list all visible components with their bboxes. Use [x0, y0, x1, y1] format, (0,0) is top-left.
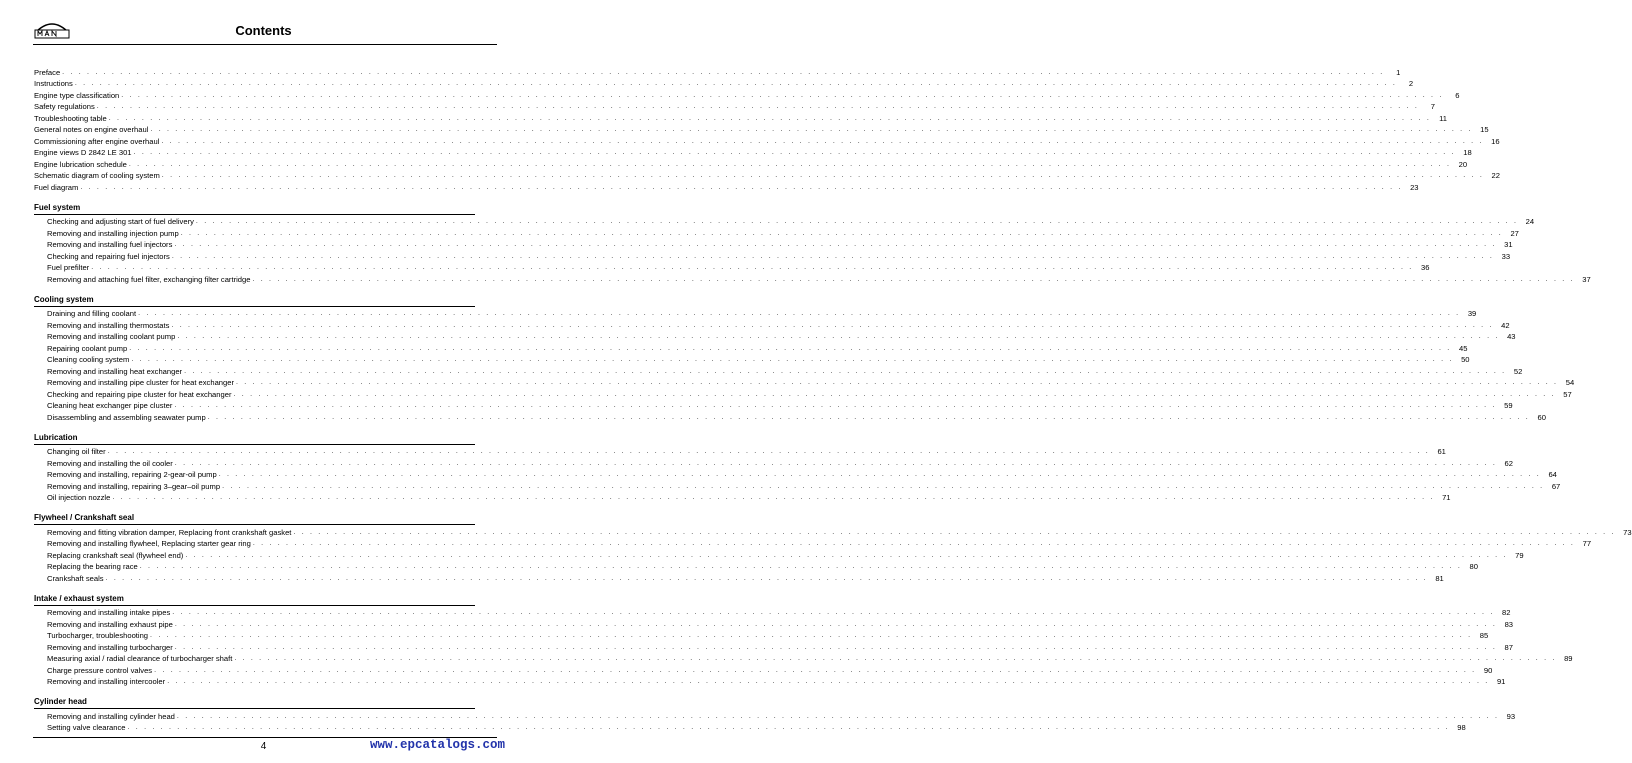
toc-entry-title: Checking and repairing pipe cluster for heat exchanger: [47, 389, 232, 399]
toc-entry[interactable]: [34, 330, 1516, 342]
dot-leader: . . . . . . . . . . . . . . . . . . . . . . . . . . . . . . . . . . . . . . . . . . . . . . . . . . . . . . . . . . . . . . . . . . . . . . . . . . . . . . . . . . . . . . . . . . . . . . . . . . . . . . . . . . . . . . . . . . . . . . . . . . . . . . . . . . . . . . . . . . . . . . . . . . . . . . . . . . . . . . . .: [91, 264, 1414, 271]
dot-leader: . . . . . . . . . . . . . . . . . . . . . . . . . . . . . . . . . . . . . . . . . . . . . . . . . . . . . . . . . . . . . . . . . . . . . . . . . . . . . . . . . . . . . . . . . . . . . . . . . . . . . . . . . . . . . . . . . . . . . . . . . . . . . . . . . . . . . . . . . . . . . . . . . . . . . . . . . . . . . . . .: [96, 103, 1419, 110]
dot-leader: . . . . . . . . . . . . . . . . . . . . . . . . . . . . . . . . . . . . . . . . . . . . . . . . . . . . . . . . . . . . . . . . . . . . . . . . . . . . . . . . . . . . . . . . . . . . . . . . . . . . . . . . . . . . . . . . . . . . . . . . . . . . . . . . . . . . . . . . . . . . . . . . . . . . . . . . . . . . . . . .: [131, 356, 1454, 363]
dot-leader: . . . . . . . . . . . . . . . . . . . . . . . . . . . . . . . . . . . . . . . . . . . . . . . . . . . . . . . . . . . . . . . . . . . . . . . . . . . . . . . . . . . . . . . . . . . . . . . . . . . . . . . . . . . . . . . . . . . . . . . . . . . . . . . . . . . . . . . . . . . . . . . . . . . . . . . . . . . . . . . .: [174, 241, 1497, 248]
toc-entry-title: Repairing coolant pump: [47, 343, 128, 353]
toc-entry-title: Charge pressure control valves: [47, 665, 153, 675]
dot-leader: . . . . . . . . . . . . . . . . . . . . . . . . . . . . . . . . . . . . . . . . . . . . . . . . . . . . . . . . . . . . . . . . . . . . . . . . . . . . . . . . . . . . . . . . . . . . . . . . . . . . . . . . . . . . . . . . . . . . . . . . . . . . . . . . . . . . . . . . . . . . . . . . . . . . . . . . . . . . . . . .: [128, 160, 1452, 168]
toc-entry[interactable]: [34, 261, 1430, 273]
toc-entry-title: Removing and installing coolant pump: [47, 332, 176, 341]
toc-entry-title: Removing and installing the oil cooler: [47, 458, 173, 468]
toc-entry-page: 71: [1442, 493, 1451, 502]
toc-entry[interactable]: [34, 215, 1535, 227]
toc-entry-title: Disassembling and assembling seawater pump: [47, 412, 206, 422]
dot-leader: . . . . . . . . . . . . . . . . . . . . . . . . . . . . . . . . . . . . . . . . . . . . . . . . . . . . . . . . . . . . . . . . . . . . . . . . . . . . . . . . . . . . . . . . . . . . . . . . . . . . . . . . . . . . . . . . . . . . . . . . . . . . . . . . . . . . . . . . . . . . . . . . . . . . . . . . . . . . . . . .: [139, 563, 1462, 570]
dot-leader: . . . . . . . . . . . . . . . . . . . . . . . . . . . . . . . . . . . . . . . . . . . . . . . . . . . . . . . . . . . . . . . . . . . . . . . . . . . . . . . . . . . . . . . . . . . . . . . . . . . . . . . . . . . . . . . . . . . . . . . . . . . . . . . . . . . . . . . . . . . . . . . . . . . . . . . . . . . . . . . .: [138, 310, 1461, 317]
toc-entry-page: 33: [1501, 251, 1511, 261]
dot-leader: . . . . . . . . . . . . . . . . . . . . . . . . . . . . . . . . . . . . . . . . . . . . . . . . . . . . . . . . . . . . . . . . . . . . . . . . . . . . . . . . . . . . . . . . . . . . . . . . . . . . . . . . . . . . . . . . . . . . . . . . . . . . . . . . . . . . . . . . . . . . . . . . . . . . . . . . . . . . . . . .: [171, 252, 1495, 260]
section-entries: [34, 605, 1573, 687]
toc-entry[interactable]: [34, 77, 1414, 89]
section-heading: Intake / exhaust system: [34, 593, 124, 603]
toc-entry-title: Commissioning after engine overhaul: [34, 136, 160, 146]
toc-entry-title: Removing and installing heat exchanger: [47, 366, 183, 376]
toc-entry-title: Troubleshooting table: [34, 113, 107, 123]
toc-entry[interactable]: [34, 364, 1523, 376]
toc-entry-title: Removing and installing exhaust pipe: [47, 619, 173, 629]
toc-entry-title: Removing and installing flywheel, Replacing starter gear ring: [47, 539, 251, 548]
toc-entry-title: Cleaning cooling system: [47, 355, 130, 364]
toc-entry-page: 91: [1496, 677, 1506, 686]
toc-entry-page: 11: [1439, 113, 1447, 123]
toc-intro-list: [34, 65, 1500, 192]
toc-entry-page: 57: [1563, 389, 1572, 399]
toc-entry-page: 1: [1396, 67, 1401, 77]
toc-entry[interactable]: [34, 445, 1446, 457]
toc-entry-page: 87: [1504, 642, 1513, 652]
toc-entry-title: Removing and installing cylinder head: [47, 711, 175, 721]
dot-leader: . . . . . . . . . . . . . . . . . . . . . . . . . . . . . . . . . . . . . . . . . . . . . . . . . . . . . . . . . . . . . . . . . . . . . . . . . . . . . . . . . . . . . . . . . . . . . . . . . . . . . . . . . . . . . . . . . . . . . . . . . . . . . . . . . . . . . . . . . . . . . . . . . . . . . . . . . . . . . . . .: [172, 609, 1495, 616]
toc-entry-title: Fuel prefilter: [47, 263, 90, 272]
table-of-contents: [34, 65, 1632, 732]
dot-leader: . . . . . . . . . . . . . . . . . . . . . . . . . . . . . . . . . . . . . . . . . . . . . . . . . . . . . . . . . . . . . . . . . . . . . . . . . . . . . . . . . . . . . . . . . . . . . . . . . . . . . . . . . . . . . . . . . . . . . . . . . . . . . . . . . . . . . . . . . . . . . . . . . . . . . . . . . . . . . . . .: [107, 448, 1430, 455]
toc-entry-title: Removing and installing pipe cluster for heat exchanger: [47, 378, 234, 387]
toc-entry[interactable]: [34, 537, 1592, 549]
toc-entry-page: 77: [1582, 539, 1592, 548]
toc-entry[interactable]: [34, 341, 1468, 353]
watermark-link[interactable]: www.epcatalogs.com: [369, 738, 505, 752]
toc-entry-page: 79: [1515, 550, 1524, 560]
toc-section: [34, 294, 1575, 422]
toc-entry[interactable]: [34, 353, 1470, 365]
toc-entry[interactable]: [34, 180, 1419, 192]
toc-entry-page: 90: [1483, 665, 1493, 675]
dot-leader: . . . . . . . . . . . . . . . . . . . . . . . . . . . . . . . . . . . . . . . . . . . . . . . . . . . . . . . . . . . . . . . . . . . . . . . . . . . . . . . . . . . . . . . . . . . . . . . . . . . . . . . . . . . . . . . . . . . . . . . . . . . . . . . . . . . . . . . . . . . . . . . . . . . . . . . . . . . . . . . .: [185, 551, 1508, 559]
toc-entry-title: Instructions: [34, 79, 73, 88]
toc-entry-page: 60: [1537, 412, 1546, 422]
toc-entry-page: 20: [1458, 159, 1468, 169]
toc-entry-title: Fuel diagram: [34, 182, 79, 192]
page-title: Contents: [235, 23, 292, 38]
toc-entry-page: 54: [1565, 378, 1575, 387]
toc-entry-title: Draining and filling coolant: [47, 309, 137, 318]
toc-entry-title: Oil injection nozzle: [47, 493, 111, 502]
toc-entry[interactable]: [34, 238, 1513, 250]
section-heading: Lubrication: [34, 432, 78, 442]
toc-entry-page: 6: [1455, 90, 1460, 100]
toc-entry-title: Preface: [34, 67, 61, 77]
toc-entry[interactable]: [34, 157, 1468, 169]
toc-entry[interactable]: [34, 721, 1466, 733]
section-entries: [34, 444, 1561, 503]
dot-leader: . . . . . . . . . . . . . . . . . . . . . . . . . . . . . . . . . . . . . . . . . . . . . . . . . . . . . . . . . . . . . . . . . . . . . . . . . . . . . . . . . . . . . . . . . . . . . . . . . . . . . . . . . . . . . . . . . . . . . . . . . . . . . . . . . . . . . . . . . . . . . . . . . . . . . . . . . . . . . . . .: [234, 655, 1557, 662]
dot-leader: . . . . . . . . . . . . . . . . . . . . . . . . . . . . . . . . . . . . . . . . . . . . . . . . . . . . . . . . . . . . . . . . . . . . . . . . . . . . . . . . . . . . . . . . . . . . . . . . . . . . . . . . . . . . . . . . . . . . . . . . . . . . . . . . . . . . . . . . . . . . . . . . . . . . . . . . . . . . . . . .: [233, 390, 1556, 398]
header-rule: [33, 44, 497, 45]
toc-entry[interactable]: [34, 479, 1561, 491]
toc-entry-page: 52: [1513, 366, 1523, 376]
toc-entry-page: 39: [1467, 309, 1477, 318]
toc-entry-page: 22: [1491, 171, 1500, 180]
section-heading: Cylinder head: [34, 697, 87, 706]
toc-entry-page: 15: [1480, 125, 1489, 134]
toc-entry-title: Crankshaft seals: [47, 573, 104, 583]
toc-entry[interactable]: [34, 663, 1493, 675]
dot-leader: . . . . . . . . . . . . . . . . . . . . . . . . . . . . . . . . . . . . . . . . . . . . . . . . . . . . . . . . . . . . . . . . . . . . . . . . . . . . . . . . . . . . . . . . . . . . . . . . . . . . . . . . . . . . . . . . . . . . . . . . . . . . . . . . . . . . . . . . . . . . . . . . . . . . . . . . . . . . . . . .: [174, 620, 1498, 628]
toc-sections: [34, 202, 1632, 733]
toc-entry-title: Removing and installing thermostats: [47, 320, 170, 330]
toc-entry-title: Schematic diagram of cooling system: [34, 171, 160, 180]
toc-entry-page: 42: [1501, 320, 1510, 330]
toc-entry-page: 64: [1548, 470, 1557, 479]
toc-entry[interactable]: [34, 146, 1472, 158]
toc-entry[interactable]: [34, 491, 1451, 503]
toc-entry-title: Safety regulations: [34, 102, 95, 111]
toc-entry[interactable]: [34, 307, 1477, 319]
toc-entry-page: 27: [1510, 228, 1519, 238]
toc-entry-title: Removing and fitting vibration damper, Replacing front crankshaft gasket: [47, 527, 292, 537]
dot-leader: . . . . . . . . . . . . . . . . . . . . . . . . . . . . . . . . . . . . . . . . . . . . . . . . . . . . . . . . . . . . . . . . . . . . . . . . . . . . . . . . . . . . . . . . . . . . . . . . . . . . . . . . . . . . . . . . . . . . . . . . . . . . . . . . . . . . . . . . . . . . . . . . . . . . . . . . . . . . . . . .: [112, 494, 1435, 501]
toc-entry-title: Engine lubrication schedule: [34, 159, 127, 169]
toc-entry-page: 18: [1463, 148, 1472, 157]
section-entries: [34, 214, 1591, 284]
dot-leader: . . . . . . . . . . . . . . . . . . . . . . . . . . . . . . . . . . . . . . . . . . . . . . . . . . . . . . . . . . . . . . . . . . . . . . . . . . . . . . . . . . . . . . . . . . . . . . . . . . . . . . . . . . . . . . . . . . . . . . . . . . . . . . . . . . . . . . . . . . . . . . . . . . . . . . . . . . . . . . . .: [195, 218, 1519, 225]
toc-section: [34, 432, 1561, 503]
dot-leader: . . . . . . . . . . . . . . . . . . . . . . . . . . . . . . . . . . . . . . . . . . . . . . . . . . . . . . . . . . . . . . . . . . . . . . . . . . . . . . . . . . . . . . . . . . . . . . . . . . . . . . . . . . . . . . . . . . . . . . . . . . . . . . . . . . . . . . . . . . . . . . . . . . . . . . . . . . . . . . . .: [80, 183, 1403, 191]
dot-leader: . . . . . . . . . . . . . . . . . . . . . . . . . . . . . . . . . . . . . . . . . . . . . . . . . . . . . . . . . . . . . . . . . . . . . . . . . . . . . . . . . . . . . . . . . . . . . . . . . . . . . . . . . . . . . . . . . . . . . . . . . . . . . . . . . . . . . . . . . . . . . . . . . . . . . . . . . . . . . . . .: [207, 413, 1530, 421]
toc-entry-page: 98: [1457, 723, 1466, 732]
toc-entry-title: Replacing the bearing race: [47, 562, 138, 571]
dot-leader: . . . . . . . . . . . . . . . . . . . . . . . . . . . . . . . . . . . . . . . . . . . . . . . . . . . . . . . . . . . . . . . . . . . . . . . . . . . . . . . . . . . . . . . . . . . . . . . . . . . . . . . . . . . . . . . . . . . . . . . . . . . . . . . . . . . . . . . . . . . . . . . . . . . . . . . . . . . . . . . .: [174, 459, 1497, 467]
dot-leader: . . . . . . . . . . . . . . . . . . . . . . . . . . . . . . . . . . . . . . . . . . . . . . . . . . . . . . . . . . . . . . . . . . . . . . . . . . . . . . . . . . . . . . . . . . . . . . . . . . . . . . . . . . . . . . . . . . . . . . . . . . . . . . . . . . . . . . . . . . . . . . . . . . . . . . . . . . . . . . . .: [171, 321, 1494, 329]
toc-entry-page: 16: [1491, 136, 1500, 146]
section-heading: Flywheel / Crankshaft seal: [34, 513, 135, 522]
dot-leader: . . . . . . . . . . . . . . . . . . . . . . . . . . . . . . . . . . . . . . . . . . . . . . . . . . . . . . . . . . . . . . . . . . . . . . . . . . . . . . . . . . . . . . . . . . . . . . . . . . . . . . . . . . . . . . . . . . . . . . . . . . . . . . . . . . . . . . . . . . . . . . . . . . . . . . . . . . . . . . . .: [161, 172, 1484, 179]
dot-leader: . . . . . . . . . . . . . . . . . . . . . . . . . . . . . . . . . . . . . . . . . . . . . . . . . . . . . . . . . . . . . . . . . . . . . . . . . . . . . . . . . . . . . . . . . . . . . . . . . . . . . . . . . . . . . . . . . . . . . . . . . . . . . . . . . . . . . . . . . . . . . . . . . . . . . . . . . . . . . . . .: [167, 678, 1490, 685]
toc-entry-page: 81: [1435, 573, 1444, 583]
dot-leader: . . . . . . . . . . . . . . . . . . . . . . . . . . . . . . . . . . . . . . . . . . . . . . . . . . . . . . . . . . . . . . . . . . . . . . . . . . . . . . . . . . . . . . . . . . . . . . . . . . . . . . . . . . . . . . . . . . . . . . . . . . . . . . . . . . . . . . . . . . . . . . . . . . . . . . . . . . . . . . . .: [174, 643, 1497, 651]
toc-entry-page: 7: [1430, 102, 1435, 111]
toc-entry-page: 36: [1420, 263, 1430, 272]
section-heading: Fuel system: [34, 202, 81, 212]
toc-entry[interactable]: [34, 560, 1478, 572]
toc-entry-title: General notes on engine overhaul: [34, 125, 149, 134]
toc-entry-page: 73: [1623, 527, 1632, 537]
toc-entry-title: Checking and repairing fuel injectors: [47, 251, 170, 261]
dot-leader: . . . . . . . . . . . . . . . . . . . . . . . . . . . . . . . . . . . . . . . . . . . . . . . . . . . . . . . . . . . . . . . . . . . . . . . . . . . . . . . . . . . . . . . . . . . . . . . . . . . . . . . . . . . . . . . . . . . . . . . . . . . . . . . . . . . . . . . . . . . . . . . . . . . . . . . . . . . . . . . .: [133, 149, 1456, 156]
toc-entry[interactable]: [34, 640, 1513, 652]
dot-leader: . . . . . . . . . . . . . . . . . . . . . . . . . . . . . . . . . . . . . . . . . . . . . . . . . . . . . . . . . . . . . . . . . . . . . . . . . . . . . . . . . . . . . . . . . . . . . . . . . . . . . . . . . . . . . . . . . . . . . . . . . . . . . . . . . . . . . . . . . . . . . . . . . . . . . . . . . . . . . . . .: [161, 137, 1484, 145]
toc-entry-page: 43: [1507, 332, 1516, 341]
dot-leader: . . . . . . . . . . . . . . . . . . . . . . . . . . . . . . . . . . . . . . . . . . . . . . . . . . . . . . . . . . . . . . . . . . . . . . . . . . . . . . . . . . . . . . . . . . . . . . . . . . . . . . . . . . . . . . . . . . . . . . . . . . . . . . . . . . . . . . . . . . . . . . . . . . . . . . . . . . . . . . . .: [121, 91, 1444, 99]
toc-entry-page: 89: [1564, 654, 1573, 663]
toc-entry-page: 45: [1458, 343, 1468, 353]
toc-entry[interactable]: [34, 100, 1435, 112]
dot-leader: . . . . . . . . . . . . . . . . . . . . . . . . . . . . . . . . . . . . . . . . . . . . . . . . . . . . . . . . . . . . . . . . . . . . . . . . . . . . . . . . . . . . . . . . . . . . . . . . . . . . . . . . . . . . . . . . . . . . . . . . . . . . . . . . . . . . . . . . . . . . . . . . . . . . . . . . . . . . . . . .: [176, 712, 1500, 720]
toc-entry[interactable]: [34, 709, 1516, 721]
toc-entry[interactable]: [34, 652, 1573, 664]
toc-entry-title: Measuring axial / radial clearance of turbocharger shaft: [47, 654, 233, 663]
toc-entry-title: Cleaning heat exchanger pipe cluster: [47, 401, 173, 410]
toc-section: [34, 512, 1632, 583]
toc-entry[interactable]: [34, 226, 1519, 238]
section-entries: [34, 524, 1632, 583]
toc-entry[interactable]: [34, 318, 1510, 330]
toc-entry-page: 82: [1502, 608, 1511, 617]
toc-entry-title: Engine views D 2842 LE 301: [34, 148, 132, 157]
toc-entry-page: 85: [1479, 631, 1489, 640]
toc-entry-page: 67: [1551, 481, 1561, 491]
dot-leader: . . . . . . . . . . . . . . . . . . . . . . . . . . . . . . . . . . . . . . . . . . . . . . . . . . . . . . . . . . . . . . . . . . . . . . . . . . . . . . . . . . . . . . . . . . . . . . . . . . . . . . . . . . . . . . . . . . . . . . . . . . . . . . . . . . . . . . . . . . . . . . . . . . . . . . . . . . . . . . . .: [174, 402, 1497, 409]
toc-entry[interactable]: [34, 629, 1489, 641]
toc-entry-title: Engine type classification: [34, 90, 120, 100]
toc-section: [34, 202, 1591, 284]
dot-leader: . . . . . . . . . . . . . . . . . . . . . . . . . . . . . . . . . . . . . . . . . . . . . . . . . . . . . . . . . . . . . . . . . . . . . . . . . . . . . . . . . . . . . . . . . . . . . . . . . . . . . . . . . . . . . . . . . . . . . . . . . . . . . . . . . . . . . . . . . . . . . . . . . . . . . . . . . . . . . . . .: [293, 528, 1616, 536]
toc-entry-title: Removing and installing, repairing 3–gear–oil pump: [47, 481, 221, 491]
dot-leader: . . . . . . . . . . . . . . . . . . . . . . . . . . . . . . . . . . . . . . . . . . . . . . . . . . . . . . . . . . . . . . . . . . . . . . . . . . . . . . . . . . . . . . . . . . . . . . . . . . . . . . . . . . . . . . . . . . . . . . . . . . . . . . . . . . . . . . . . . . . . . . . . . . . . . . . . . . . . . . . .: [236, 379, 1559, 386]
toc-entry[interactable]: [34, 606, 1511, 618]
toc-entry-title: Removing and installing turbocharger: [47, 642, 173, 652]
toc-entry-page: 83: [1504, 619, 1514, 629]
toc-entry-title: Setting valve clearance: [47, 723, 126, 732]
toc-entry[interactable]: [34, 111, 1447, 123]
toc-entry[interactable]: [34, 456, 1513, 468]
toc-entry[interactable]: [34, 468, 1557, 480]
toc-entry[interactable]: [34, 525, 1632, 537]
toc-entry-page: 61: [1437, 447, 1446, 456]
dot-leader: . . . . . . . . . . . . . . . . . . . . . . . . . . . . . . . . . . . . . . . . . . . . . . . . . . . . . . . . . . . . . . . . . . . . . . . . . . . . . . . . . . . . . . . . . . . . . . . . . . . . . . . . . . . . . . . . . . . . . . . . . . . . . . . . . . . . . . . . . . . . . . . . . . . . . . . . . . . . . . . .: [62, 68, 1385, 76]
dot-leader: . . . . . . . . . . . . . . . . . . . . . . . . . . . . . . . . . . . . . . . . . . . . . . . . . . . . . . . . . . . . . . . . . . . . . . . . . . . . . . . . . . . . . . . . . . . . . . . . . . . . . . . . . . . . . . . . . . . . . . . . . . . . . . . . . . . . . . . . . . . . . . . . . . . . . . . . . . . . . . . .: [150, 126, 1473, 133]
dot-leader: . . . . . . . . . . . . . . . . . . . . . . . . . . . . . . . . . . . . . . . . . . . . . . . . . . . . . . . . . . . . . . . . . . . . . . . . . . . . . . . . . . . . . . . . . . . . . . . . . . . . . . . . . . . . . . . . . . . . . . . . . . . . . . . . . . . . . . . . . . . . . . . . . . . . . . . . . . . . . . . .: [222, 482, 1545, 490]
toc-entry[interactable]: [34, 376, 1575, 388]
dot-leader: . . . . . . . . . . . . . . . . . . . . . . . . . . . . . . . . . . . . . . . . . . . . . . . . . . . . . . . . . . . . . . . . . . . . . . . . . . . . . . . . . . . . . . . . . . . . . . . . . . . . . . . . . . . . . . . . . . . . . . . . . . . . . . . . . . . . . . . . . . . . . . . . . . . . . . . . . . . . . . . .: [108, 114, 1431, 122]
toc-entry-title: Removing and installing fuel injectors: [47, 240, 173, 249]
toc-entry[interactable]: [34, 617, 1514, 629]
dot-leader: . . . . . . . . . . . . . . . . . . . . . . . . . . . . . . . . . . . . . . . . . . . . . . . . . . . . . . . . . . . . . . . . . . . . . . . . . . . . . . . . . . . . . . . . . . . . . . . . . . . . . . . . . . . . . . . . . . . . . . . . . . . . . . . . . . . . . . . . . . . . . . . . . . . . . . . . . . . . . . . .: [218, 471, 1541, 478]
toc-entry-page: 24: [1525, 217, 1535, 226]
section-heading: Cooling system: [34, 294, 94, 304]
toc-entry-title: Replacing crankshaft seal (flywheel end): [47, 550, 184, 560]
toc-entry-page: 50: [1461, 355, 1470, 364]
toc-entry-page: 80: [1469, 562, 1478, 571]
toc-entry-page: 23: [1410, 182, 1419, 192]
toc-entry-title: Removing and installing intercooler: [47, 677, 166, 686]
toc-entry[interactable]: [34, 123, 1489, 135]
toc-entry-page: 93: [1506, 711, 1516, 721]
toc-entry[interactable]: [34, 249, 1511, 261]
toc-entry-title: Removing and attaching fuel filter, exchanging filter cartridge: [47, 274, 251, 284]
section-entries: [34, 306, 1575, 422]
toc-entry[interactable]: [34, 134, 1500, 146]
toc-entry[interactable]: [34, 169, 1500, 181]
toc-entry[interactable]: [34, 65, 1401, 77]
dot-leader: . . . . . . . . . . . . . . . . . . . . . . . . . . . . . . . . . . . . . . . . . . . . . . . . . . . . . . . . . . . . . . . . . . . . . . . . . . . . . . . . . . . . . . . . . . . . . . . . . . . . . . . . . . . . . . . . . . . . . . . . . . . . . . . . . . . . . . . . . . . . . . . . . . . . . . . . . . . . . . . .: [150, 632, 1473, 639]
dot-leader: . . . . . . . . . . . . . . . . . . . . . . . . . . . . . . . . . . . . . . . . . . . . . . . . . . . . . . . . . . . . . . . . . . . . . . . . . . . . . . . . . . . . . . . . . . . . . . . . . . . . . . . . . . . . . . . . . . . . . . . . . . . . . . . . . . . . . . . . . . . . . . . . . . . . . . . . . . . . . . . .: [177, 333, 1500, 340]
toc-entry-page: 59: [1504, 401, 1513, 410]
toc-entry[interactable]: [34, 571, 1444, 583]
dot-leader: . . . . . . . . . . . . . . . . . . . . . . . . . . . . . . . . . . . . . . . . . . . . . . . . . . . . . . . . . . . . . . . . . . . . . . . . . . . . . . . . . . . . . . . . . . . . . . . . . . . . . . . . . . . . . . . . . . . . . . . . . . . . . . . . . . . . . . . . . . . . . . . . . . . . . . . . . . . . . . . .: [129, 344, 1452, 352]
toc-entry-page: 31: [1504, 240, 1513, 249]
dot-leader: . . . . . . . . . . . . . . . . . . . . . . . . . . . . . . . . . . . . . . . . . . . . . . . . . . . . . . . . . . . . . . . . . . . . . . . . . . . . . . . . . . . . . . . . . . . . . . . . . . . . . . . . . . . . . . . . . . . . . . . . . . . . . . . . . . . . . . . . . . . . . . . . . . . . . . . . . . . . . . . .: [154, 666, 1477, 674]
toc-entry[interactable]: [34, 272, 1591, 284]
toc-entry[interactable]: [34, 88, 1460, 100]
toc-entry-title: Removing and installing injection pump: [47, 228, 179, 238]
toc-entry-page: 37: [1582, 274, 1591, 284]
toc-entry-page: 62: [1504, 458, 1513, 468]
toc-section: [34, 593, 1573, 687]
toc-entry[interactable]: [34, 410, 1546, 422]
toc-entry-title: Checking and adjusting start of fuel delivery: [47, 217, 194, 226]
toc-entry-page: 2: [1408, 79, 1414, 88]
dot-leader: . . . . . . . . . . . . . . . . . . . . . . . . . . . . . . . . . . . . . . . . . . . . . . . . . . . . . . . . . . . . . . . . . . . . . . . . . . . . . . . . . . . . . . . . . . . . . . . . . . . . . . . . . . . . . . . . . . . . . . . . . . . . . . . . . . . . . . . . . . . . . . . . . . . . . . . . . . . . . . . .: [252, 275, 1575, 283]
dot-leader: . . . . . . . . . . . . . . . . . . . . . . . . . . . . . . . . . . . . . . . . . . . . . . . . . . . . . . . . . . . . . . . . . . . . . . . . . . . . . . . . . . . . . . . . . . . . . . . . . . . . . . . . . . . . . . . . . . . . . . . . . . . . . . . . . . . . . . . . . . . . . . . . . . . . . . . . . . . . . . . .: [180, 229, 1503, 237]
toc-entry[interactable]: [34, 675, 1506, 687]
page-number: 4: [260, 741, 267, 752]
toc-entry[interactable]: [34, 387, 1572, 399]
section-entries: [34, 708, 1516, 732]
toc-section: [34, 696, 1516, 732]
dot-leader: . . . . . . . . . . . . . . . . . . . . . . . . . . . . . . . . . . . . . . . . . . . . . . . . . . . . . . . . . . . . . . . . . . . . . . . . . . . . . . . . . . . . . . . . . . . . . . . . . . . . . . . . . . . . . . . . . . . . . . . . . . . . . . . . . . . . . . . . . . . . . . . . . . . . . . . . . . . . . . . .: [105, 574, 1428, 582]
toc-entry-title: Turbocharger, troubleshooting: [47, 631, 149, 640]
toc-entry[interactable]: [34, 399, 1513, 411]
toc-entry-title: Changing oil filter: [47, 447, 106, 456]
dot-leader: . . . . . . . . . . . . . . . . . . . . . . . . . . . . . . . . . . . . . . . . . . . . . . . . . . . . . . . . . . . . . . . . . . . . . . . . . . . . . . . . . . . . . . . . . . . . . . . . . . . . . . . . . . . . . . . . . . . . . . . . . . . . . . . . . . . . . . . . . . . . . . . . . . . . . . . . . . . . . . . .: [127, 724, 1450, 731]
toc-entry-title: Removing and installing intake pipes: [47, 608, 171, 617]
toc-entry[interactable]: [34, 548, 1524, 560]
dot-leader: . . . . . . . . . . . . . . . . . . . . . . . . . . . . . . . . . . . . . . . . . . . . . . . . . . . . . . . . . . . . . . . . . . . . . . . . . . . . . . . . . . . . . . . . . . . . . . . . . . . . . . . . . . . . . . . . . . . . . . . . . . . . . . . . . . . . . . . . . . . . . . . . . . . . . . . . . . . . . . . .: [184, 367, 1507, 375]
dot-leader: . . . . . . . . . . . . . . . . . . . . . . . . . . . . . . . . . . . . . . . . . . . . . . . . . . . . . . . . . . . . . . . . . . . . . . . . . . . . . . . . . . . . . . . . . . . . . . . . . . . . . . . . . . . . . . . . . . . . . . . . . . . . . . . . . . . . . . . . . . . . . . . . . . . . . . . . . . . . . . . .: [252, 540, 1576, 547]
dot-leader: . . . . . . . . . . . . . . . . . . . . . . . . . . . . . . . . . . . . . . . . . . . . . . . . . . . . . . . . . . . . . . . . . . . . . . . . . . . . . . . . . . . . . . . . . . . . . . . . . . . . . . . . . . . . . . . . . . . . . . . . . . . . . . . . . . . . . . . . . . . . . . . . . . . . . . . . . . . . . . . .: [74, 80, 1398, 87]
toc-entry-title: Removing and installing, repairing 2-gear-oil pump: [47, 470, 217, 479]
